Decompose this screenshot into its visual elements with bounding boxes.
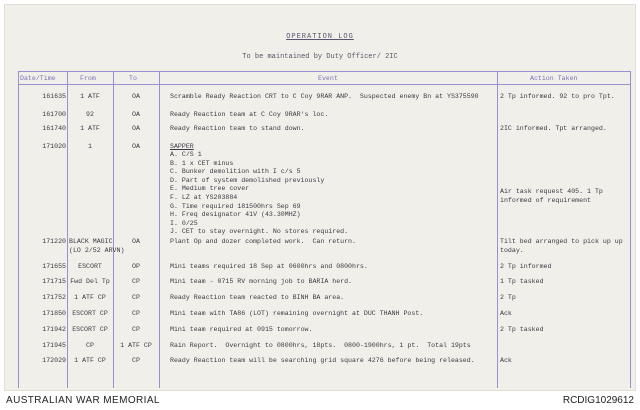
row-event: Ready Reaction team will be searching grid square 4276 before being released.: [170, 357, 475, 364]
row-event: Scramble Ready Reaction CRT to C Coy 9RAR ANP. Suspected enemy Bn at YS375590: [170, 93, 479, 100]
page-subtitle: To be maintained by Duty Officer/ 2IC: [242, 53, 398, 61]
row-action: Tilt bed arranged to pick up up today.: [500, 238, 623, 254]
row-datetime: 172029: [42, 357, 66, 364]
row-event: Mini teams required 18 Sep at 0600hrs and 0800hrs.: [170, 263, 368, 270]
list-item: D. Part of system demolished previously: [170, 176, 325, 184]
row-event: Mini team with TA86 (LOT) remaining overnight at DUC THANH Post.: [170, 310, 424, 317]
row-action: 1 Tp tasked: [500, 278, 544, 285]
row-datetime: 171942: [42, 326, 66, 333]
row-datetime: 171655: [42, 263, 66, 270]
row-from: 1 ATF: [80, 93, 100, 100]
archive-credit: AUSTRALIAN WAR MEMORIAL: [6, 395, 160, 406]
row-from: 92: [86, 111, 94, 118]
row-to: OA: [132, 238, 140, 245]
list-item: I. 0/25: [170, 219, 198, 227]
row-action: 2 Tp tasked: [500, 326, 544, 333]
list-item: C. Bunker demolition with I c/s 5: [170, 168, 301, 176]
row-to: CP: [132, 294, 140, 301]
sapper-heading: SAPPER: [170, 143, 194, 150]
list-item: B. 1 x CET minus: [170, 159, 234, 167]
row-to: OA: [132, 93, 140, 100]
row-action: 2 Tp: [500, 294, 516, 301]
list-item: G. Time required 181500hrs Sep 69: [170, 202, 301, 210]
row-to: CP: [132, 278, 140, 285]
row-to: CP: [132, 326, 140, 333]
column-divider: [497, 71, 498, 388]
sapper-list: [170, 151, 348, 237]
row-event: Ready Reaction team reacted to BINH BA area.: [170, 294, 345, 301]
list-item: E. Medium tree cover: [170, 185, 250, 193]
row-from: 1 ATF CP: [74, 294, 106, 301]
column-header-to: To: [129, 75, 137, 82]
row-from: 1 ATF: [80, 125, 100, 132]
row-action: 2 Tp informed: [500, 263, 552, 270]
row-action: 2IC informed. Tpt arranged.: [500, 125, 607, 132]
row-from: 1 ATF CP: [74, 357, 106, 364]
table-header-rule: [18, 84, 630, 85]
list-item: H. Freq designator 41V (43.30MHZ): [170, 211, 301, 219]
list-item: F. LZ at YS203884: [170, 193, 238, 201]
row-datetime: 171020: [42, 143, 66, 150]
column-divider: [159, 71, 160, 388]
row-datetime: 171715: [42, 278, 66, 285]
row-to: OA: [132, 125, 140, 132]
row-datetime: 171850: [42, 310, 66, 317]
row-event: Mini team - 0715 RV morning job to BARIA herd.: [170, 278, 353, 285]
row-datetime: 171752: [42, 294, 66, 301]
row-from: BLACK MAGIC (LO 2/52: [69, 238, 113, 254]
row-from: CP: [86, 342, 94, 349]
row-event: Rain Report. Overnight to 0800hrs, 18pts. 0800-1900hrs, 1 pt. Total 19pts: [170, 342, 471, 349]
row-to: CP: [132, 310, 140, 317]
row-from: ESCORT CP: [72, 326, 108, 333]
row-action: Ack: [500, 357, 512, 364]
row-from: ESCORT: [78, 263, 102, 270]
column-header-event: Event: [318, 75, 338, 82]
row-datetime: 171945: [42, 342, 66, 349]
row-from: Fwd Del Tp: [70, 278, 110, 285]
row-to: OA: [132, 143, 140, 150]
row-to: OP: [132, 263, 140, 270]
column-header-from: From: [80, 75, 96, 82]
archive-reference: RCDIG1029612: [562, 395, 634, 406]
row-to: CP: [132, 357, 140, 364]
row-datetime: 161700: [42, 111, 66, 118]
row-action: 2 Tp informed. 92 to pro Tpt.: [500, 93, 615, 100]
table-top-rule: [18, 71, 630, 72]
row-event: Ready Reaction team at C Coy 9RAR's loc.: [170, 111, 329, 118]
row-event: Ready Reaction team to stand down.: [170, 125, 305, 132]
column-divider: [630, 71, 631, 388]
column-header-datetime: Date/Time: [20, 75, 56, 82]
list-item: A. C/S 1: [170, 151, 202, 158]
row-event: Mini team required at 0915 tomorrow.: [170, 326, 313, 333]
row-from: ESCORT CP: [72, 310, 108, 317]
row-datetime: 161635: [42, 93, 66, 100]
column-header-action: Action Taken: [530, 75, 578, 82]
list-item: J. CET to stay overnight. No stores required.: [170, 228, 349, 236]
row-to: OA: [132, 111, 140, 118]
row-to: 1 ATF CP: [120, 342, 152, 349]
row-action: Ack: [500, 310, 512, 317]
row-action: Air task request 405. 1 Tp informed of requirement: [500, 188, 603, 204]
row-datetime: 171220: [42, 238, 66, 245]
column-divider: [18, 71, 19, 388]
row-datetime: 161740: [42, 125, 66, 132]
row-from: 1: [88, 143, 92, 150]
page-title: OPERATION LOG: [286, 33, 354, 41]
row-event: Plant Op and dozer completed work. Can return.: [170, 238, 356, 245]
